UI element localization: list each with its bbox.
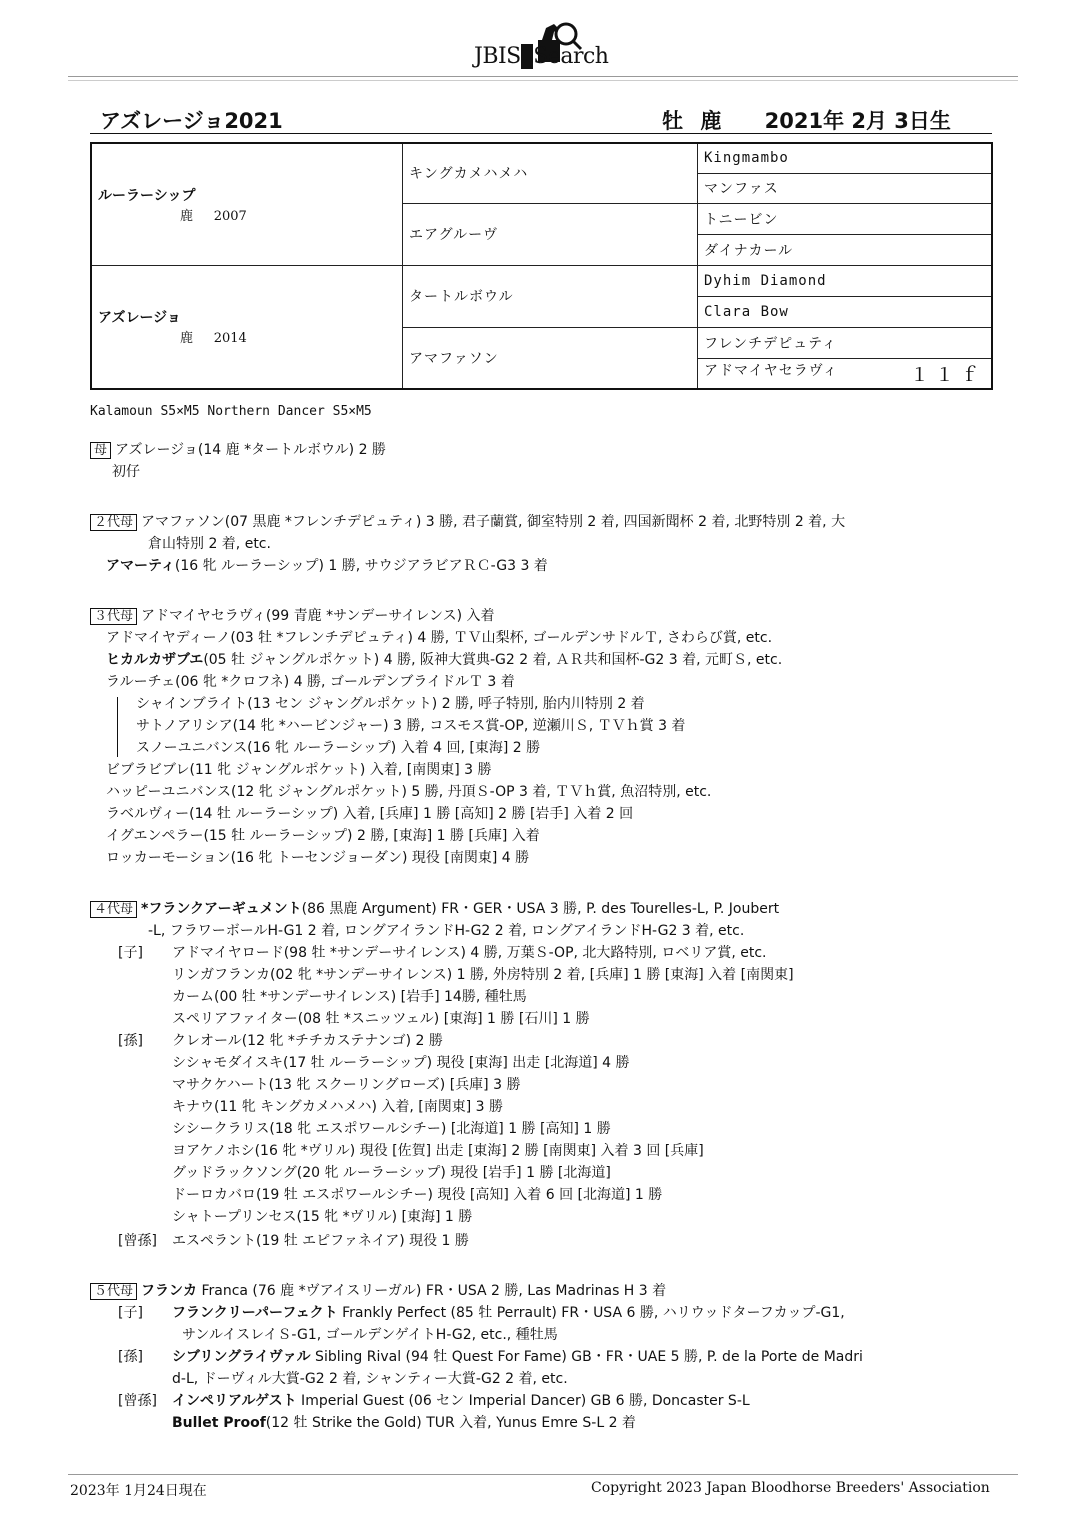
dam-first-foal: 初仔 (112, 464, 140, 480)
g3-dam-line: ３代母 アドマイヤセラヴィ(99 青鹿 *サンデーサイレンス) 入着 (90, 606, 495, 626)
g4-great-grandchild-line: [曾孫] エスペラント(19 牡 エピファネイア) 現役 1 勝 (118, 1233, 469, 1249)
g3-progeny: ラルーチェ(06 牝 *クロフネ) 4 勝, ゴールデンブライドルＴ 3 着 (106, 674, 515, 690)
g4-dam-line-cont: -L, フラワーボールH-G1 2 着, ロングアイランドH-G2 2 着, ロングアイランドH-G2 3 着, etc. (148, 923, 745, 939)
horse-sex: 牡 (662, 109, 683, 133)
section-tag: ４代母 (90, 901, 137, 918)
g3-grand-progeny: シャインブライト(13 セン ジャングルポケット) 2 勝, 呼子特別, 胎内川特別 2 着 (136, 696, 645, 712)
section-tag: ２代母 (90, 514, 137, 531)
jbis-search-logo (468, 18, 638, 72)
horse-birth: 2021年 2月 3日生 (764, 109, 951, 133)
copyright: Copyright 2023 Japan Bloodhorse Breeders' Association (591, 1480, 990, 1496)
header-divider (68, 76, 1018, 77)
pedigree-g3-7: フレンチデピュティ (698, 327, 993, 358)
pedigree-g3-1: Kingmambo (698, 143, 993, 173)
section-tag: 母 (90, 442, 111, 459)
g4-grandchild: シシャモダイスキ(17 牡 ルーラーシップ) 現役 [東海] 出走 [北海道] 4 勝 (172, 1055, 630, 1071)
header-divider-2 (68, 80, 1018, 81)
family-number: １１ｆ (909, 363, 985, 386)
g4-dam-line: ４代母 *フランクアーギュメント(86 黒鹿 Argument) FR・GER・USA 3 勝, P. des Tourelles-L, P. Joubert (90, 899, 779, 919)
g4-child: スペリアファイター(08 牡 *スニッツェル) [東海] 1 勝 [石川] 1 勝 (172, 1011, 590, 1027)
horse-info (662, 105, 961, 135)
g2-dam-line-cont: 倉山特別 2 着, etc. (148, 536, 271, 552)
pedigree-g2-3: タートルボウル (403, 265, 698, 327)
logo-block (521, 44, 534, 69)
pedigree-g3-3: トニービン (698, 203, 993, 234)
g4-grandchild: シシークラリス(18 牝 エスポワールシチー) [北海道] 1 勝 [高知] 1 勝 (172, 1121, 611, 1137)
g4-grandchild: ヨアケノホシ(16 牝 *ヴリル) 現役 [佐賀] 出走 [東海] 2 勝 [南関東] 入着 3 回 [兵庫] (172, 1143, 704, 1159)
dam-year: 2014 (213, 331, 247, 347)
g5-dam-line: ５代母 フランカ Franca (76 鹿 *ヴアイスリーガル) FR・USA 2 勝, Las Madrinas H 3 着 (90, 1281, 666, 1301)
g4-child: リンガフランカ(02 牝 *サンデーサイレンス) 1 勝, 外房特別 2 着, [兵庫] 1 勝 [東海] 入着 [南関東] (172, 967, 794, 983)
section-tag: ５代母 (90, 1283, 137, 1300)
g4-grandchild: グッドラックソング(20 牝 ルーラーシップ) 現役 [岩手] 1 勝 [北海道] (172, 1165, 611, 1181)
sire-year: 2007 (213, 208, 247, 224)
pedigree-g3-8: アドマイヤセラヴィ (704, 362, 838, 379)
g4-grandchild: キナウ(11 牝 キングカメハメハ) 入着, [南関東] 3 勝 (172, 1099, 504, 1115)
g2-dam-line: ２代母 アマファソン(07 黒鹿 *フレンチデピュティ) 3 勝, 君子蘭賞, 御室特別 2 着, 四国新聞杯 2 着, 北野特別 2 着, 大 (90, 512, 845, 532)
pedigree-g2-1: キングカメハメハ (403, 143, 698, 203)
g3-grand-progeny: スノーユニバンス(16 牝 ルーラーシップ) 入着 4 回, [東海] 2 勝 (136, 740, 541, 756)
pedigree-g3-2: マンファス (698, 173, 993, 203)
horse-color: 鹿 (700, 109, 722, 133)
g4-grandchild: シャトープリンセス(15 牝 *ヴリル) [東海] 1 勝 (172, 1209, 473, 1225)
title-underline (90, 133, 992, 134)
g5-great-grandchild: Bullet Proof(12 牡 Strike the Gold) TUR 入着, Yunus Emre S-L 2 着 (172, 1415, 636, 1431)
g3-progeny: ロッカーモーション(16 牝 トーセンジョーダン) 現役 [南関東] 4 勝 (106, 850, 530, 866)
sire-name: ルーラーシップ (98, 187, 196, 204)
dam-name: アズレージョ (98, 310, 181, 327)
pedigree-g3-4: ダイナカール (698, 234, 993, 265)
g3-grand-progeny: サトノアリシア(14 牝 *ハービンジャー) 3 勝, コスモス賞-OP, 逆瀬川Ｓ, ＴＶｈ賞 3 着 (136, 718, 686, 734)
g4-child-line: [子] アドマイヤロード(98 牡 *サンデーサイレンス) 4 勝, 万葉Ｓ-OP, 北大路特別, ロベリア賞, etc. (118, 945, 767, 961)
family-bracket (117, 697, 118, 757)
pedigree-table (90, 142, 993, 390)
g4-child: カーム(00 牡 *サンデーサイレンス) [岩手] 14勝, 種牡馬 (172, 989, 527, 1005)
dam-line: 母 アズレージョ(14 鹿 *タートルボウル) 2 勝 (90, 440, 386, 460)
g3-progeny: ヒカルカザブエ(05 牡 ジャングルポケット) 4 勝, 阪神大賞典-G2 2 着, ＡＲ共和国杯-G2 3 着, 元町Ｓ, etc. (106, 652, 783, 668)
pedigree-g3-5: Dyhim Diamond (698, 265, 993, 296)
g3-progeny: アドマイヤディーノ(03 牡 *フレンチデピュティ) 4 勝, ＴＶ山梨杯, ゴールデンサドルＴ, さわらび賞, etc. (106, 630, 773, 646)
g5-grandchild-cont: d-L, ドーヴィル大賞-G2 2 着, シャンティー大賞-G2 2 着, etc. (172, 1371, 568, 1387)
pedigree-g3-8-cell (698, 358, 993, 389)
section-tag: ３代母 (90, 608, 137, 625)
g5-great-grandchild-line: [曾孫] インペリアルゲスト Imperial Guest (06 セン Imperial Dancer) GB 6 勝, Doncaster S-L (118, 1393, 750, 1409)
logo-suffix: Search (533, 44, 609, 69)
sire-color: 鹿 (180, 208, 194, 224)
sire-cell (91, 143, 403, 265)
g2-progeny: アマーティ(16 牝 ルーラーシップ) 1 勝, サウジアラビアＲＣ-G3 3 着 (106, 558, 548, 574)
pedigree-g2-4: アマファソン (403, 327, 698, 389)
g3-progeny: イグエンペラー(15 牡 ルーラーシップ) 2 勝, [東海] 1 勝 [兵庫] 入着 (106, 828, 540, 844)
g5-child-cont: サンルイスレイＳ-G1, ゴールデンゲイトH-G2, etc., 種牡馬 (182, 1327, 558, 1343)
horse-name: アズレージョ2021 (100, 109, 283, 133)
g3-progeny: ハッピーユニバンス(12 牝 ジャングルポケット) 5 勝, 丹頂Ｓ-OP 3 着, ＴＶｈ賞, 魚沼特別, etc. (106, 784, 712, 800)
g3-progeny: ビブラビブレ(11 牝 ジャングルポケット) 入着, [南関東] 3 勝 (106, 762, 492, 778)
pedigree-g2-2: エアグルーヴ (403, 203, 698, 265)
pedigree-g3-6: Clara Bow (698, 296, 993, 327)
logo-prefix: JBIS (474, 44, 521, 69)
g5-child-line: [子] フランクリーパーフェクト Frankly Perfect (85 牡 Perrault) FR・USA 6 勝, ハリウッドターフカップ-G1, (118, 1305, 845, 1321)
g4-grandchild: ドーロカバロ(19 牡 エスポワールシチー) 現役 [高知] 入着 6 回 [北海道] 1 勝 (172, 1187, 663, 1203)
g3-progeny: ラベルヴィー(14 牡 ルーラーシップ) 入着, [兵庫] 1 勝 [高知] 2 勝 [岩手] 入着 2 回 (106, 806, 634, 822)
dam-cell (91, 265, 403, 389)
report-date: 2023年 1月24日現在 (70, 1483, 207, 1499)
dam-color: 鹿 (180, 331, 194, 347)
g5-grandchild-line: [孫] シブリングライヴァル Sibling Rival (94 牡 Quest For Fame) GB・FR・UAE 5 勝, P. de la Porte de Madri (118, 1349, 863, 1365)
footer-divider (68, 1474, 1018, 1475)
g4-grandchild: マサクケハート(13 牝 スクーリングローズ) [兵庫] 3 勝 (172, 1077, 521, 1093)
g4-grandchild-line: [孫] クレオール(12 牝 *チチカステナンゴ) 2 勝 (118, 1033, 443, 1049)
inbreeding-line: Kalamoun S5×M5 Northern Dancer S5×M5 (90, 404, 372, 419)
